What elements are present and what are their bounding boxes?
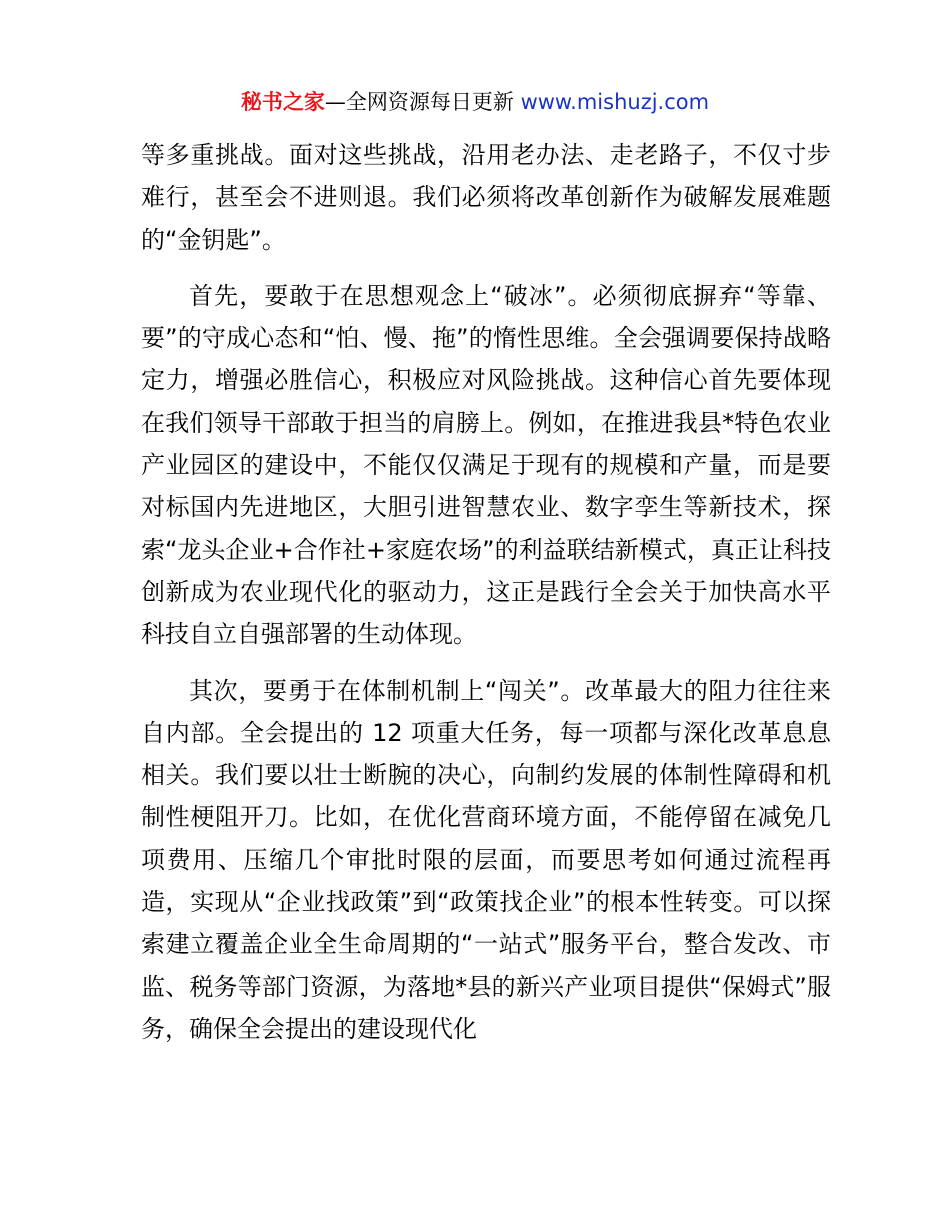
paragraph-thought-concepts: 首先，要敢于在思想观念上“破冰”。必须彻底摒弃“等靠、要”的守成心态和“怕、慢、拖”的惰性思维。全会强调要保持战略定力，增强必胜信心，积极应对风险挑战。这种信心首先要体现在我们领导干部敢于担当的肩膀上。例如，在推进我县*特色农业产业园区的建设中，不能仅仅满足于现有的规模和产量，而是要对标国内先进地区，大胆引进智慧农业、数字孪生等新技术，探索“龙头企业+合作社+家庭农场”的利益联结新模式，真正让科技创新成为农业现代化的驱动力，这正是践行全会关于加快高水平科技自立自强部署的生动体现。 <box>141 281 831 649</box>
paragraph-institutional-mechanisms: 其次，要勇于在体制机制上“闯关”。改革最大的阻力往往来自内部。全会提出的 12 项重大任务，每一项都与深化改革息息相关。我们要以壮士断腕的决心，向制约发展的体制性障碍和机制性梗阻开刀。比如，在优化营商环境方面，不能停留在减免几项费用、压缩几个审批时限的层面，而要思考如何通过流程再造，实现从“企业找政策”到“政策找企业”的根本性转变。可以探索建立覆盖企业全生命周期的“一站式”服务平台，整合发改、市监、税务等部门资源，为落地*县的新兴产业项目提供“保姆式”服务，确保全会提出的建设现代化 <box>141 676 831 1043</box>
site-tagline: —全网资源每日更新 <box>324 90 521 114</box>
document-body <box>141 134 831 1050</box>
site-url-link[interactable]: www.mishuzj.com <box>520 90 710 114</box>
site-brand: 秘书之家 <box>240 90 325 114</box>
page-header <box>0 86 950 118</box>
paragraph-continuation: 等多重挑战。面对这些挑战，沿用老办法、走老路子，不仅寸步难行，甚至会不进则退。我们必须将改革创新作为破解发展难题的“金钥匙”。 <box>141 141 831 254</box>
